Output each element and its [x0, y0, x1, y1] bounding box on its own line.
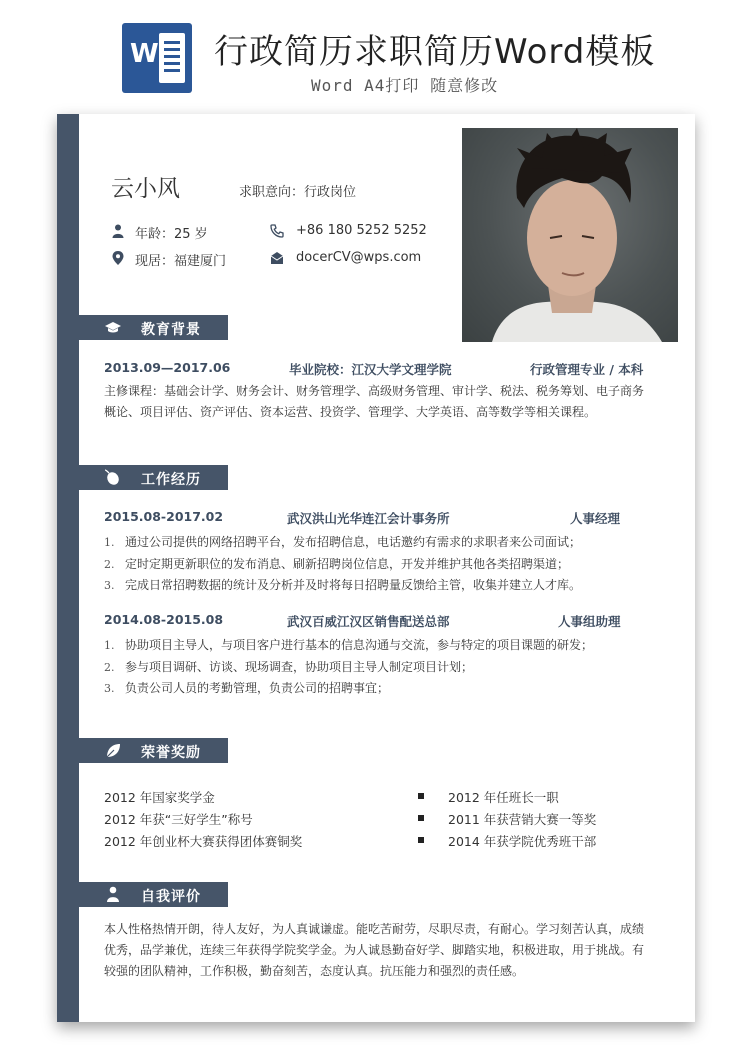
word-page-icon — [159, 33, 185, 83]
honor-item: 2012 年获“三好学生”称号 — [104, 812, 253, 827]
honor-item: 2012 年创业杯大赛获得团体赛铜奖 — [104, 834, 303, 849]
honor-item: 2012 年任班长一职 — [448, 790, 559, 805]
profile-photo — [462, 128, 678, 342]
honor-item: 2012 年国家奖学金 — [104, 790, 215, 805]
honor-item: 2014 年获学院优秀班干部 — [448, 834, 597, 849]
person-icon — [104, 886, 122, 903]
education-period: 2013.09—2017.06 — [104, 360, 231, 375]
location-pin-icon — [111, 251, 125, 265]
square-bullet-icon — [418, 793, 424, 799]
square-bullet-icon — [418, 815, 424, 821]
job-1-duties — [104, 532, 664, 597]
word-logo-letter: W — [130, 39, 159, 69]
section-work-header — [66, 465, 228, 490]
job-1-company: 武汉洪山光华连江会计事务所 — [287, 511, 450, 526]
section-honors-header — [66, 738, 228, 763]
list-item: 1. 通过公司提供的网络招聘平台，发布招聘信息，电话邀约有需求的求职者来公司面试； — [104, 535, 582, 549]
section-self-header — [66, 882, 228, 907]
job-1-period: 2015.08-2017.02 — [104, 509, 224, 524]
list-item: 1. 协助项目主导人，与项目客户进行基本的信息沟通与交流，参与特定的项目课题的研发； — [104, 638, 594, 652]
mail-icon — [270, 251, 284, 265]
section-honors-title: 荣誉奖励 — [141, 745, 201, 761]
list-item: 3. 负责公司人员的考勤管理，负责公司的招聘事宜； — [104, 681, 390, 695]
graduation-cap-icon — [104, 319, 122, 336]
page-subtitle: Word A4打印 随意修改 — [311, 76, 499, 95]
location-field: 现居：福建厦门 — [135, 254, 227, 269]
section-self-title: 自我评价 — [141, 889, 201, 905]
education-courses: 主修课程：基础会计学、财务会计、财务管理学、高级财务管理、审计学、税法、税务筹划、电子商务概论、项目评估、资产评估、资本运营、投资学、管理学、大学英语、高等数学等相关课程。 — [104, 384, 645, 419]
email-field: docerCV@wps.com — [296, 250, 422, 265]
page-header — [0, 0, 750, 112]
job-intent: 求职意向：行政岗位 — [239, 185, 357, 200]
phone-field: +86 180 5252 5252 — [296, 223, 427, 238]
list-item: 2. 定时定期更新职位的发布消息、刷新招聘岗位信息，开发并维护其他各类招聘渠道； — [104, 556, 570, 571]
leaf-icon — [104, 742, 122, 759]
word-logo-icon — [122, 23, 192, 93]
job-2-role: 人事组助理 — [558, 614, 621, 629]
square-bullet-icon — [418, 837, 424, 843]
mouse-icon — [104, 469, 122, 486]
section-work-title: 工作经历 — [141, 472, 201, 488]
section-education-title: 教育背景 — [141, 322, 201, 338]
section-education-header — [66, 315, 228, 340]
self-evaluation-text: 本人性格热情开朗，待人友好，为人真诚谦虚。能吃苦耐劳，尽职尽责，有耐心。学习刻苦认真，成绩优秀，品学兼优，连续三年获得学院奖学金。为人诚恳勤奋好学、脚踏实地，积极进取，用于挑战。有较强的团队精神，工作积极，勤奋刻苦，态度认真。抗压能力和强烈的责任感。 — [104, 922, 645, 978]
job-2-duties — [104, 635, 664, 700]
education-school: 毕业院校：江汉大学文理学院 — [289, 362, 452, 377]
job-2-company: 武汉百威江汉区销售配送总部 — [287, 614, 450, 629]
honor-item: 2011 年获营销大赛一等奖 — [448, 812, 597, 827]
page-title: 行政简历求职简历Word模板 — [214, 32, 656, 72]
education-major: 行政管理专业 / 本科 — [530, 362, 644, 377]
list-item: 3. 完成日常招聘数据的统计及分析并及时将每日招聘量反馈给主管，收集并建立人才库。 — [104, 578, 582, 592]
age-field: 年龄：25 岁 — [135, 227, 208, 242]
candidate-name: 云小风 — [111, 176, 180, 202]
phone-icon — [270, 224, 284, 238]
job-1-role: 人事经理 — [570, 511, 621, 526]
list-item: 2. 参与项目调研、访谈、现场调查，协助项目主导人制定项目计划； — [104, 659, 474, 674]
person-icon — [111, 224, 125, 238]
job-2-period: 2014.08-2015.08 — [104, 612, 224, 627]
